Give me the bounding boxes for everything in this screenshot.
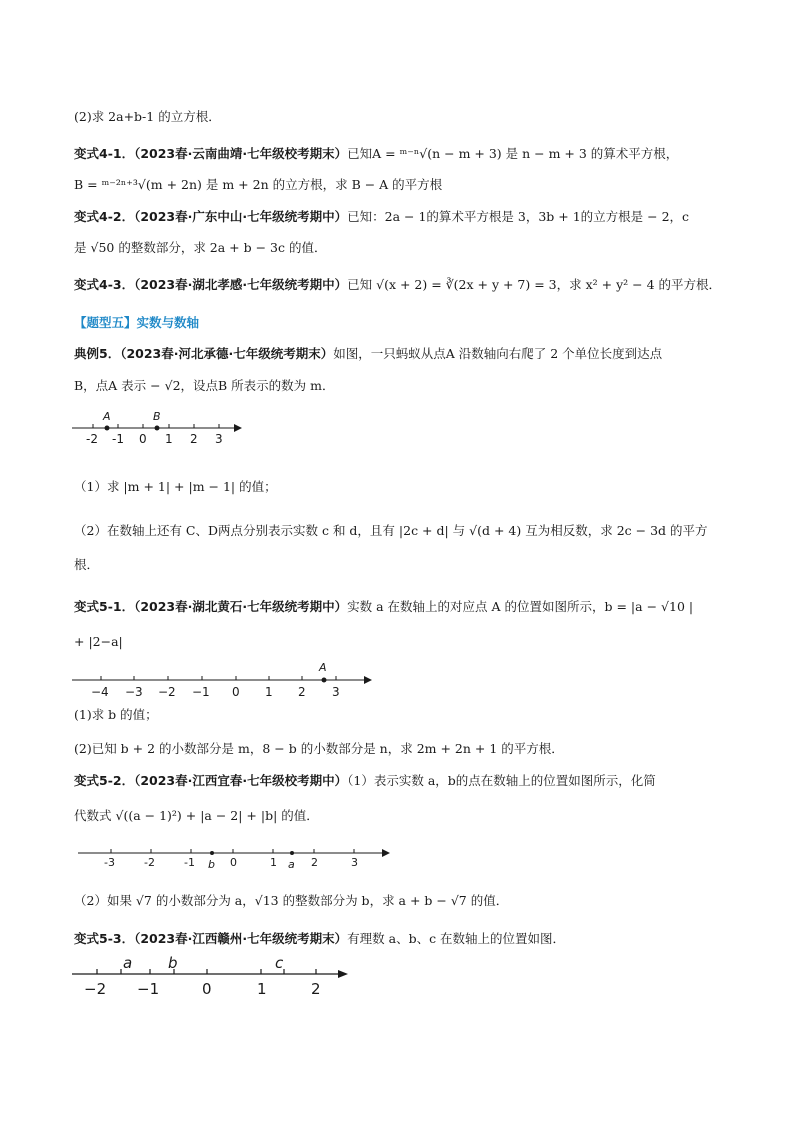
- tick-label: 0: [230, 856, 237, 869]
- variant-5-1-question-2: (2)已知 b + 2 的小数部分是 m，8 − b 的小数部分是 n，求 2m + 2n + 1 的平方根．: [74, 741, 564, 756]
- tick-label: −2: [84, 980, 107, 998]
- variant-5-2-line2: 代数式 √((a − 1)²) + |a − 2| + |b| 的值．: [74, 808, 319, 823]
- point-b: [210, 851, 214, 855]
- tick-label: 1: [257, 980, 267, 998]
- tick-label: −1: [137, 980, 160, 998]
- variant-4-2: [74, 208, 689, 226]
- point-label: a: [123, 954, 133, 972]
- example-5: [74, 345, 662, 363]
- variant-text: 已知 √(x + 2) = ∛(2x + y + 7) = 3，求 x² + y² − 4 的平方根．: [347, 277, 721, 292]
- variant-4-1-line2: B = ᵐ⁻²ⁿ⁺³√(m + 2n) 是 m + 2n 的立方根，求 B − A 的平方根: [74, 177, 443, 192]
- variant-text: 有理数 a、b、c 在数轴上的位置如图．: [347, 931, 566, 946]
- point-label: A: [103, 410, 111, 423]
- section-title: 【题型五】实数与数轴: [74, 315, 200, 330]
- tick-label: 1: [265, 685, 273, 699]
- tick-label: 0: [202, 980, 212, 998]
- variant-source: （2023春·广东中山·七年级统考期中）: [134, 209, 348, 224]
- example-5-line2: B，点A 表示 − √2，设点B 所表示的数为 m．: [74, 378, 335, 393]
- example-tag: 典例5．: [74, 346, 121, 361]
- variant-4-1: [74, 145, 678, 163]
- variant-tag: 变式4-3．: [74, 277, 135, 292]
- variant-5-2: [74, 772, 656, 790]
- tick-label: −1: [192, 685, 210, 699]
- variant-5-2-question-2: （2）如果 √7 的小数部分为 a，√13 的整数部分为 b，求 a + b − √7 的值．: [74, 893, 509, 908]
- tick-label: -1: [184, 856, 195, 869]
- tick-marks: [101, 676, 336, 680]
- number-line-2: [70, 656, 380, 702]
- example-5-question-1: （1）求 |m + 1| + |m − 1| 的值；: [74, 479, 277, 494]
- point-label: a: [288, 858, 295, 871]
- tick-label: 2: [311, 856, 318, 869]
- variant-tag: 变式5-1．: [74, 599, 135, 614]
- tick-label: 0: [232, 685, 240, 699]
- example-5-question-2: （2）在数轴上还有 C、D两点分别表示实数 c 和 d，且有 |2c + d| 与 √(d + 4) 互为相反数，求 2c − 3d 的平方: [74, 523, 708, 538]
- number-line-3: [74, 838, 394, 876]
- variant-source: （2023春·湖北孝感·七年级统考期中）: [134, 277, 348, 292]
- variant-source: （2023春·云南曲靖·七年级校考期末）: [134, 146, 348, 161]
- variant-text: 已知：2a − 1的算术平方根是 3，3b + 1的立方根是 − 2，c: [347, 209, 690, 224]
- number-line-1: [66, 408, 246, 448]
- tick-label: -2: [86, 432, 98, 446]
- variant-source: （2023春·江西赣州·七年级统考期末）: [134, 931, 348, 946]
- tick-label: −4: [91, 685, 109, 699]
- number-line-4: [70, 952, 360, 1002]
- variant-tag: 变式4-2．: [74, 209, 135, 224]
- variant-text: （1）表示实数 a，b的点在数轴上的位置如图所示，化简: [347, 773, 656, 788]
- tick-label: 3: [332, 685, 340, 699]
- point-label: B: [153, 410, 161, 423]
- tick-label: 3: [215, 432, 223, 446]
- tick-label: 1: [165, 432, 173, 446]
- variant-source: （2023春·湖北黄石·七年级统考期中）: [134, 599, 348, 614]
- tick-label: −3: [125, 685, 143, 699]
- point-label: A: [319, 661, 327, 674]
- tick-marks: [111, 849, 354, 853]
- point-a: [322, 678, 327, 683]
- example-text: 如图，一只蚂蚁从点A 沿数轴向右爬了 2 个单位长度到达点: [333, 346, 663, 361]
- point-label: c: [275, 954, 284, 972]
- tick-label: -3: [104, 856, 115, 869]
- variant-5-1-question-1: (1)求 b 的值；: [74, 707, 158, 722]
- point-a: [290, 851, 294, 855]
- question-2-line: (2)求 2a+b-1 的立方根．: [74, 109, 221, 124]
- example-5-question-2-cont: 根．: [74, 557, 100, 572]
- variant-text: 实数 a 在数轴上的对应点 A 的位置如图所示，b = |a − √10 |: [347, 599, 694, 614]
- tick-label: -1: [112, 432, 124, 446]
- tick-label: 2: [190, 432, 198, 446]
- tick-label: 0: [139, 432, 147, 446]
- point-b: [155, 426, 160, 431]
- tick-label: 3: [351, 856, 358, 869]
- tick-label: −2: [158, 685, 176, 699]
- variant-5-1-line2: + |2−a|: [74, 634, 123, 649]
- variant-tag: 变式5-3．: [74, 931, 135, 946]
- point-label: b: [168, 954, 178, 972]
- variant-5-3: [74, 930, 565, 948]
- tick-label: 1: [270, 856, 277, 869]
- tick-label: -2: [144, 856, 155, 869]
- tick-label: 2: [298, 685, 306, 699]
- variant-4-2-line2: 是 √50 的整数部分，求 2a + b − 3c 的值．: [74, 240, 327, 255]
- point-a: [105, 426, 110, 431]
- variant-5-1: [74, 598, 693, 616]
- point-label: b: [208, 858, 215, 871]
- variant-source: （2023春·江西宜春·七年级校考期中）: [134, 773, 348, 788]
- tick-label: 2: [311, 980, 321, 998]
- variant-4-3: [74, 276, 721, 294]
- example-source: （2023春·河北承德·七年级统考期末）: [120, 346, 334, 361]
- variant-tag: 变式4-1．: [74, 146, 135, 161]
- variant-tag: 变式5-2．: [74, 773, 135, 788]
- variant-text: 已知A = ᵐ⁻ⁿ√(n − m + 3) 是 n − m + 3 的算术平方根，: [347, 146, 679, 161]
